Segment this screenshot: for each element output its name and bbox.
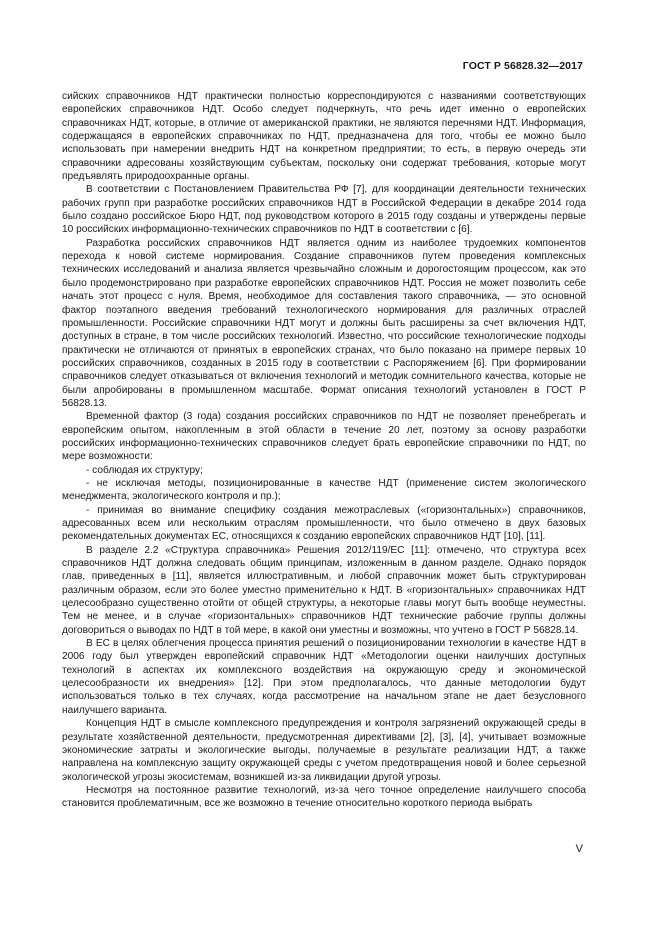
page-number: V (575, 843, 583, 855)
document-header: ГОСТ Р 56828.32—2017 (462, 60, 583, 72)
list-item: - принимая во внимание специфику создания межотраслевых («горизонтальных») справочников, адресованных всем или нескольким отраслям промышленности, что было отмечено в двух базовых рекомендательных документах ЕС, относящихся к созданию европейских справочников НДТ [10], [11]. (62, 504, 586, 543)
paragraph: Временной фактор (3 года) создания российских справочников по НДТ не позволяет пренебрегать и европейским опытом, накопленным в этой области в течение 20 лет, поэтому за основу разработки российских информационно-технических справочников следует брать европейские справочники по НДТ, по мере возможности: (62, 411, 586, 463)
paragraph: В разделе 2.2 «Структура справочника» Решения 2012/119/ЕС [11]: отмечено, что структура всех справочников НДТ должна следовать общим принципам, изложенным в данном разделе. Однако порядок глав, приведенных в [11], является иллюстративным, и любой справочник может быть структурирован различным образом, если это более уместно применительно к НДТ. В «горизонтальных» справочниках НДТ целесообразно существенно отойти от общей структуры, а некоторые главы могут быть вообще неуместны. Тем не менее, и в случае «горизонтальных» справочников НДТ технические рабочие группы должны договориться о выводах по НДТ в той мере, в какой они уместны и возможны, что учтено в ГОСТ Р 56828.14. (62, 544, 586, 636)
paragraph: В ЕС в целях облегчения процесса принятия решений о позиционировании технологии в качестве НДТ в 2006 году был утвержден европейский справочник НДТ «Методологии оценки наилучших доступных технологий в аспектах их комплексного воздействия на окружающую среду и экономической целесообразности их внедрения» [12]. При этом предполагалось, что данные методологии будут использоваться только в тех случаях, когда рассмотрение на начальном этапе не дает безусловного наилучшего варианта. (62, 638, 586, 716)
document-body (62, 90, 586, 811)
paragraph: сийских справочников НДТ практически полностью корреспондируются с названиями соответствующих европейских справочников НДТ. Особо следует подчеркнуть, что речь идет именно о европейских справочниках НДТ, которые, в отличие от американской практики, не являются перечнями НДТ. Информация, содержащаяся в европейских справочниках по НДТ, предназначена для того, чтобы ее можно было использовать при намерении внедрить НДТ на конкретном предприятии; то есть, в первую очередь эти справочники адресованы хозяйствующим субъектам, поскольку они содержат требования, которые могут предъявлять природоохранные органы. (62, 91, 586, 183)
paragraph: В соответствии с Постановлением Правительства РФ [7], для координации деятельности технических рабочих групп при разработке российских справочников НДТ в Российской Федерации в декабре 2014 года было создано российское Бюро НДТ, под руководством которого в 2015 году созданы и утверждены первые 10 российских информационно-технических справочников по НДТ в соответствии с [6]. (62, 184, 586, 236)
paragraph: Концепция НДТ в смысле комплексного предупреждения и контроля загрязнений окружающей среды в результате хозяйственной деятельности, предусмотренная директивами [2], [3], [4], учитывает возможные экономические затраты и экологические выгоды, получаемые в результате реализации НДТ, а также направлена на комплексную защиту окружающей среды с учетом предотвращения новой и более серьезной экологической угрозы экосистемам, возникшей из-за ликвидации другой угрозы. (62, 718, 586, 783)
list-item: - не исключая методы, позиционированные в качестве НДТ (применение систем экологического менеджмента, экологического контроля и пр.); (62, 477, 586, 503)
paragraph: Разработка российских справочников НДТ является одним из наиболее трудоемких компонентов перехода к новой системе нормирования. Создание справочников путем проведения комплексных технических исследований и анализа является чрезвычайно сложным и дорогостоящим процессом, как это было продемонстрировано при разработке европейских справочников НДТ. Россия не может позволить себе начать этот процесс с нуля. Время, необходимое для составления такого справочника, — это основной фактор поэтапного введения требований технологического нормирования для различных отраслей промышленности. Российские справочники НДТ могут и должны быть расширены за счет включения НДТ, доступных в стране, в том числе российских технологий. Известно, что российские технологические подходы практически не отличаются от принятых в европейских странах, что было показано на примере первых 10 российских справочников, созданных в 2015 году в соответствии с Распоряжением [6]. При формировании справочников следует отказываться от включения технологий и методик сомнительного качества, которые не были апробированы в промышленном масштабе. Формат описания технологий установлен в ГОСТ Р 56828.13. (62, 237, 586, 409)
list-item: - соблюдая их структуру; (86, 464, 203, 476)
paragraph: Несмотря на постоянное развитие технологий, из-за чего точное определение наилучшего способа становится проблематичным, все же возможно в течение относительно короткого периода выбрать (62, 784, 586, 810)
